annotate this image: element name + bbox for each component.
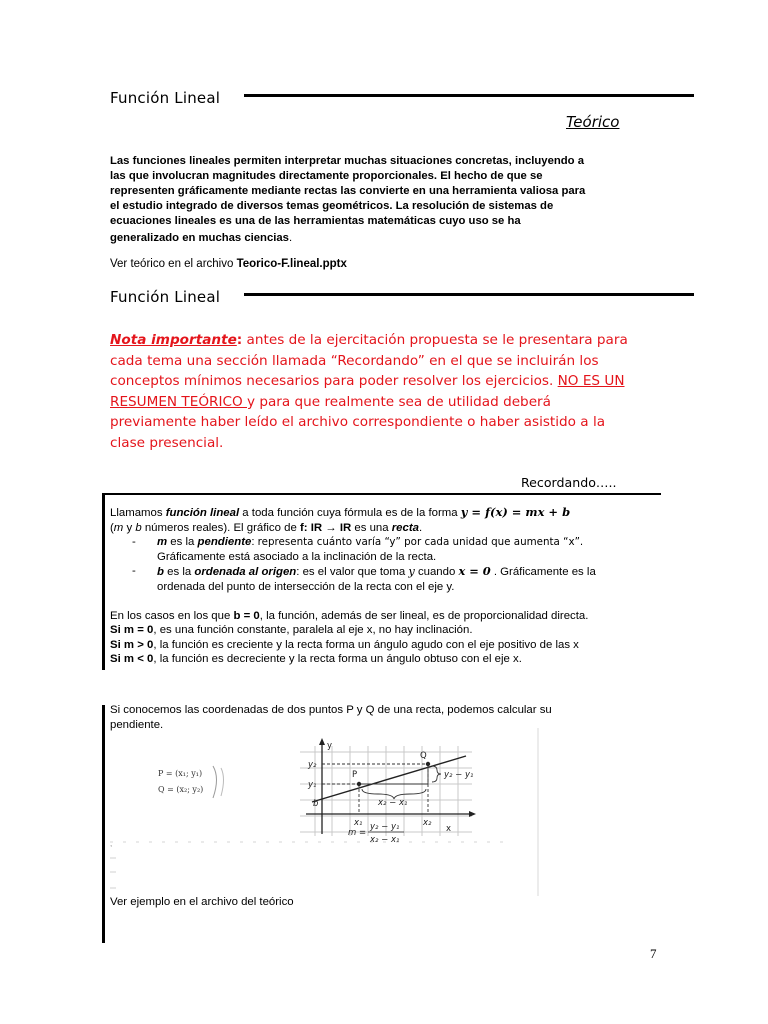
intercept-b-label: b xyxy=(313,799,319,809)
recordando-box: Llamamos función lineal a toda función cuya fórmula es de la forma y = f(x) = mx + b (m y b números reales). El gráfico de f: IR → IR es una recta. - m es la pendiente: representa cuánto varía “y” por cada unidad que aumenta “x”. Gráficamente está asociado a la inclinación de la recta. - b es la ordenada al origen: es el valor que toma y cuando x = 0 . Gráficamente es la ordenada del punto de intersección de la recta con el eje y. En los casos en los que b = 0, la función, además de ser lineal, es de proporcionalidad directa. Si m = 0, es una función constante, paralela al eje x, no hay inclinación. Si m > 0, la función es creciente y la recta forma un ángulo agudo con el eje positivo de las x Si m < 0, la función es decreciente y la recta forma un ángulo obtuso con el eje x. xyxy=(110,505,596,666)
q-coordinates: Q = (x₂; y₂) xyxy=(158,785,204,794)
p-coordinates: P = (x₁; y₁) xyxy=(158,769,203,778)
box2-text: Si conocemos las coordenadas de dos puntos P y Q de una recta, podemos calcular su pendiente. xyxy=(110,704,552,731)
delta-x-label: x₂ − x₁ xyxy=(378,798,408,808)
slope-numerator: y₂ − y₁ xyxy=(370,822,400,832)
box1-top-rule xyxy=(102,493,661,495)
y1-label: y₁ xyxy=(308,780,317,790)
intro-line: ecuaciones lineales es una de las herramientas matemáticas cuyo uso se ha xyxy=(110,215,521,227)
title-rule-1 xyxy=(244,94,694,97)
point-p xyxy=(357,782,361,786)
intro-line: representen gráficamente mediante rectas las convierte en una herramienta valiosa para xyxy=(110,185,586,197)
page-number: 7 xyxy=(650,946,657,961)
slope-m-label: m = xyxy=(348,828,367,838)
intro-line: generalizado en muchas ciencias. xyxy=(110,232,293,244)
intro-line: las que involucran magnitudes directamente proporcionales. El hecho de que se xyxy=(110,170,543,182)
point-q-label: Q xyxy=(420,751,427,761)
y2-label: y₂ xyxy=(308,760,317,770)
point-q xyxy=(426,762,430,766)
intro-paragraph xyxy=(110,154,670,246)
intro-line: Las funciones lineales permiten interpretar muchas situaciones concretas, incluyendo a xyxy=(110,155,584,167)
important-note: Nota importante: antes de la ejercitación propuesta se le presentara para cada tema una sección llamada “Recordando” en el que se incluirán los conceptos mínimos necesarios para poder resolver los ejercicios. NO ES UN RESUMEN TEÓRICO y para que realmente sea de utilidad deberá previamente haber leído el archivo correspondiente o haber asistido a la clase presencial. xyxy=(110,332,628,451)
slope-figure xyxy=(110,728,542,898)
theory-subtitle: Teórico xyxy=(566,113,620,131)
title-rule-2 xyxy=(244,293,694,296)
slope-denominator: x₂ − x₁ xyxy=(370,835,400,845)
box1-left-bar xyxy=(102,494,105,670)
intro-line: el estudio integrado de diversos temas geométricos. La resolución de sistemas de xyxy=(110,200,554,212)
point-p-label: P xyxy=(352,770,358,780)
x2-label: x₂ xyxy=(423,818,432,828)
section-title-2: Función Lineal xyxy=(110,288,221,306)
ver-teorico-line: Ver teórico en el archivo Teorico-F.lineal.pptx xyxy=(110,258,347,270)
axis-x-label: x xyxy=(446,824,452,834)
svg-text:,: , xyxy=(110,839,113,848)
axis-y-label: y xyxy=(327,741,333,751)
box2-left-bar xyxy=(102,705,105,943)
ver-ejemplo-line: Ver ejemplo en el archivo del teórico xyxy=(110,896,294,908)
note-label: Nota importante xyxy=(110,332,237,348)
x1-label: x₁ xyxy=(354,818,363,828)
theory-file-link[interactable]: Teorico-F.lineal.pptx xyxy=(236,258,347,270)
delta-y-label: y₂ − y₁ xyxy=(444,770,474,780)
recordando-label: Recordando….. xyxy=(521,475,617,490)
formula: y = f(x) = mx + b xyxy=(460,505,571,519)
section-title-1: Función Lineal xyxy=(110,89,221,107)
